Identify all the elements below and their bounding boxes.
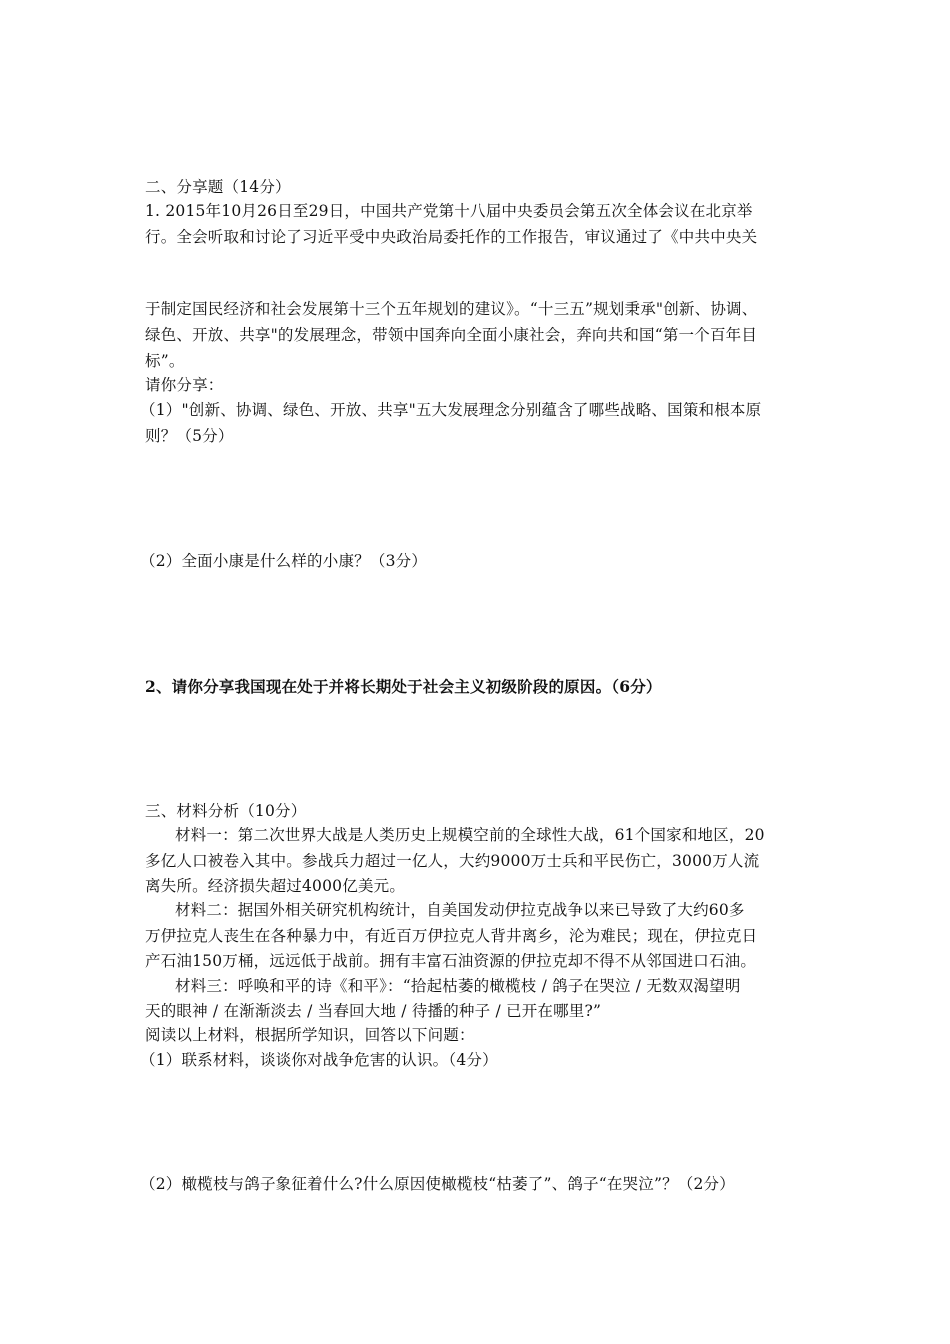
q1-sub1-line1: （1）"创新、协调、绿色、开放、共享"五大发展理念分别蕴含了哪些战略、国策和根本原 xyxy=(140,401,762,419)
q1-text-line3: 于制定国民经济和社会发展第十三个五年规划的建议》。“十三五”规划秉承"创新、协调、 xyxy=(145,300,758,318)
material3-line2: 天的眼神 / 在渐渐淡去 / 当春回大地 / 待播的种子 / 已开在哪里?” xyxy=(145,1002,602,1020)
section3-heading: 三、材料分析（10分） xyxy=(145,802,307,820)
section2-heading: 二、分享题（14分） xyxy=(145,178,291,196)
q1-sub1-line2: 则？（5分） xyxy=(145,427,234,445)
q2-text: 2、请你分享我国现在处于并将长期处于社会主义初级阶段的原因。（6分） xyxy=(145,677,662,696)
q1-text-line4: 绿色、开放、共享"的发展理念，带领中国奔向全面小康社会，奔向共和国“第一个百年目 xyxy=(145,326,758,344)
q1-text-line1: 1. 2015年10月26日至29日，中国共产党第十八届中央委员会第五次全体会议在北京举 xyxy=(145,202,753,220)
material1-line2: 多亿人口被卷入其中。参战兵力超过一亿人，大约9000万士兵和平民伤亡，3000万人流 xyxy=(145,852,760,870)
q1-sub2: （2）全面小康是什么样的小康？（3分） xyxy=(140,552,428,570)
q1-prompt: 请你分享： xyxy=(145,376,224,394)
material2-line1: 材料二：据国外相关研究机构统计，自美国发动伊拉克战争以来已导致了大约60多 xyxy=(175,901,745,919)
material1-line1: 材料一：第二次世界大战是人类历史上规模空前的全球性大战，61个国家和地区，20 xyxy=(175,826,765,844)
section3-sub2: （2）橄榄枝与鸽子象征着什么?什么原因使橄榄枝“枯萎了”、鸽子“在哭泣”？（2分） xyxy=(140,1175,735,1193)
section3-instruction: 阅读以上材料，根据所学知识，回答以下问题： xyxy=(145,1026,475,1044)
material2-line2: 万伊拉克人丧生在各种暴力中，有近百万伊拉克人背井离乡，沦为难民；现在，伊拉克日 xyxy=(145,927,758,945)
material1-line3: 离失所。经济损失超过4000亿美元。 xyxy=(145,877,406,895)
material2-line3: 产石油150万桶，远远低于战前。拥有丰富石油资源的伊拉克却不得不从邻国进口石油。 xyxy=(145,952,757,970)
q1-text-line5: 标”。 xyxy=(145,352,185,370)
material3-line1: 材料三：呼唤和平的诗《和平》：“拾起枯萎的橄榄枝 / 鸽子在哭泣 / 无数双渴望明 xyxy=(175,977,741,995)
section3-sub1: （1）联系材料，谈谈你对战争危害的认识。（4分） xyxy=(140,1051,498,1069)
q1-text-line2: 行。全会听取和讨论了习近平受中央政治局委托作的工作报告，审议通过了《中共中央关 xyxy=(145,228,758,246)
